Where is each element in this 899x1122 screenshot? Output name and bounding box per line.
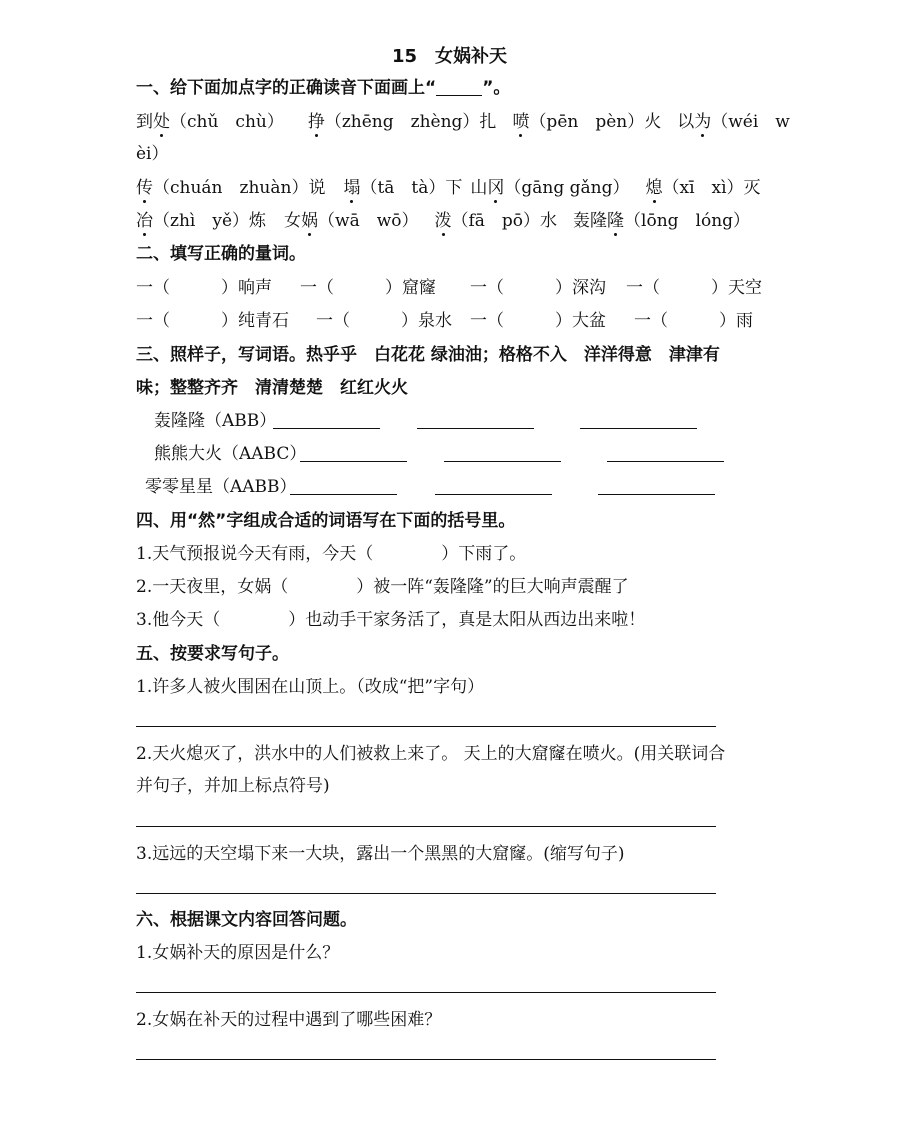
dotted-char: 冈 xyxy=(487,178,505,198)
answer-line[interactable] xyxy=(435,494,552,495)
question-5-2-cont: 并句子，并加上标点符号) xyxy=(136,776,330,796)
answer-line[interactable] xyxy=(136,893,716,894)
pinyin-options: （wéi w xyxy=(711,112,790,132)
answer-line[interactable] xyxy=(273,428,380,429)
answer-line[interactable] xyxy=(290,494,397,495)
dotted-char: 熄 xyxy=(645,178,663,198)
pinyin-options: （tā tà）下 xyxy=(360,178,463,198)
dotted-char: 传 xyxy=(136,178,153,198)
dotted-char: 泼 xyxy=(434,211,452,231)
answer-line[interactable] xyxy=(607,461,724,462)
dotted-char: 挣 xyxy=(307,112,325,132)
question-6-2: 2.女娲在补天的过程中遇到了哪些困难？ xyxy=(136,1010,442,1030)
measure-word-item: 一（ ）窟窿 xyxy=(300,278,436,298)
pinyin-options: （gāng gǎng） xyxy=(504,178,630,198)
word-pattern-label: 轰隆隆（ABB） xyxy=(154,411,277,431)
measure-word-item: 一（ ）响声 xyxy=(136,278,272,298)
pinyin-options: （pēn pèn）火 xyxy=(529,112,662,132)
measure-word-item: 一（ ）雨 xyxy=(634,311,753,331)
pinyin-options: （fā pō）水 xyxy=(451,211,558,231)
char: 以 xyxy=(677,112,695,132)
question-5-2: 2.天火熄灭了，洪水中的人们被救上来了。 天上的大窟窿在喷火。(用关联词合 xyxy=(136,744,726,764)
dotted-char: 塌 xyxy=(343,178,361,198)
section-5-heading: 五、按要求写句子。 xyxy=(136,644,289,664)
measure-word-item: 一（ ）大盆 xyxy=(470,311,606,331)
dotted-char: 处 xyxy=(153,112,170,132)
measure-word-item: 一（ ）深沟 xyxy=(470,278,606,298)
page-title: 15 女娲补天 xyxy=(391,46,508,67)
pinyin-options: （zhì yě）炼 xyxy=(153,211,267,231)
section-3-heading-cont: 味；整整齐齐 清清楚楚 红红火火 xyxy=(136,378,408,398)
section-1-heading-text: 一、给下面加点字的正确读音下面画上“ xyxy=(136,78,437,98)
dotted-char: 为 xyxy=(694,112,712,132)
answer-line[interactable] xyxy=(580,428,697,429)
dotted-char: 喷 xyxy=(512,112,530,132)
dotted-char: 冶 xyxy=(136,211,153,231)
section-2-heading: 二、填写正确的量词。 xyxy=(136,244,306,264)
question-4-1: 1.天气预报说今天有雨，今天（ ）下雨了。 xyxy=(136,544,527,564)
question-4-3: 3.他今天（ ）也动手干家务活了，真是太阳从西边出来啦！ xyxy=(136,610,646,630)
question-5-1: 1.许多人被火围困在山顶上。（改成“把”字句） xyxy=(136,677,485,697)
answer-line[interactable] xyxy=(300,461,407,462)
answer-line[interactable] xyxy=(444,461,561,462)
char: 女 xyxy=(284,211,302,231)
measure-word-item: 一（ ）纯青石 xyxy=(136,311,289,331)
underline-sample xyxy=(436,77,482,96)
char: 轰隆 xyxy=(573,211,608,231)
section-3-heading: 三、照样子，写词语。热乎乎 白花花 绿油油；格格不入 洋洋得意 津津有 xyxy=(136,345,720,365)
answer-line[interactable] xyxy=(598,494,715,495)
pinyin-options: （lōng lóng） xyxy=(624,211,751,231)
pinyin-options: （chǔ chù） xyxy=(170,112,284,132)
question-5-3: 3.远远的天空塌下来一大块，露出一个黑黑的大窟窿。(缩写句子) xyxy=(136,844,625,864)
pinyin-options: （chuán zhuàn）说 xyxy=(153,178,326,198)
section-4-heading: 四、用“然”字组成合适的词语写在下面的括号里。 xyxy=(136,511,516,531)
pinyin-options: （xī xì）灭 xyxy=(662,178,761,198)
pinyin-line-2: èi） xyxy=(136,144,169,164)
section-1-heading-end: ”。 xyxy=(482,78,511,98)
dotted-char: 娲 xyxy=(301,211,319,231)
measure-word-item: 一（ ）泉水 xyxy=(316,311,452,331)
answer-line[interactable] xyxy=(136,1059,716,1060)
dotted-char: 隆 xyxy=(607,211,625,231)
pinyin-line-4 xyxy=(136,210,750,232)
answer-line[interactable] xyxy=(136,992,716,993)
pinyin-line-1 xyxy=(136,111,790,133)
question-6-1: 1.女娲补天的原因是什么？ xyxy=(136,943,340,963)
pinyin-line-3 xyxy=(136,177,761,199)
section-6-heading: 六、根据课文内容回答问题。 xyxy=(136,910,357,930)
pinyin-options: （zhēng zhèng）扎 xyxy=(324,112,497,132)
section-1-heading xyxy=(136,77,510,99)
pinyin-options: （wā wō） xyxy=(318,211,419,231)
answer-line[interactable] xyxy=(136,826,716,827)
word-pattern-label: 零零星星（AABB） xyxy=(145,477,297,497)
measure-word-item: 一（ ）天空 xyxy=(626,278,762,298)
word-pattern-label: 熊熊大火（AABC） xyxy=(154,444,307,464)
question-4-2: 2.一天夜里，女娲（ ）被一阵“轰隆隆”的巨大响声震醒了 xyxy=(136,577,629,597)
char: 山 xyxy=(470,178,488,198)
char: 到 xyxy=(136,112,153,132)
answer-line[interactable] xyxy=(417,428,534,429)
answer-line[interactable] xyxy=(136,726,716,727)
